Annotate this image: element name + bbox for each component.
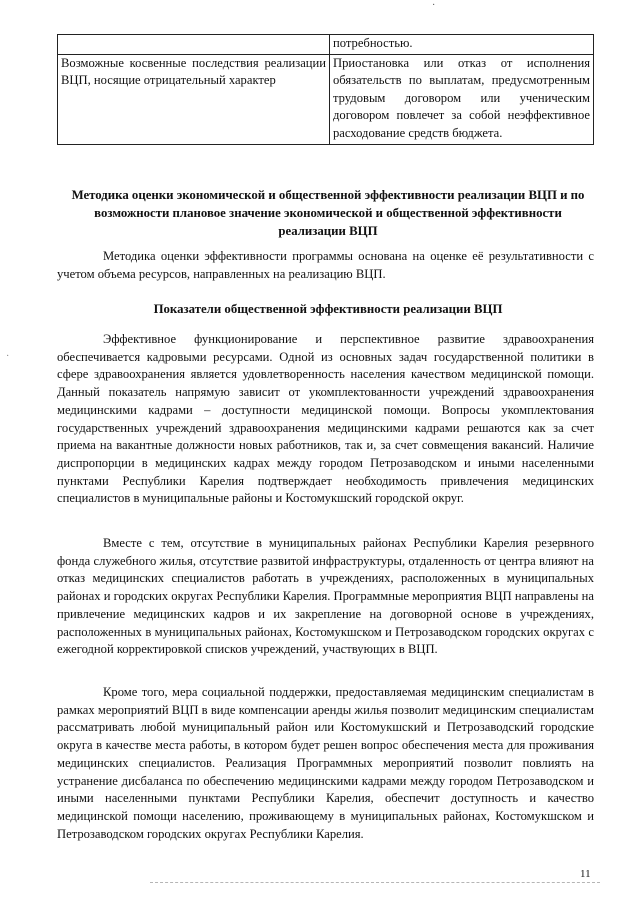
page-number: 11 [580, 868, 591, 880]
section-heading: Методика оценки экономической и общественной эффективности реализации ВЦП и по возможности плановое значение экономической и общественной эффективности реализации ВЦП [71, 188, 585, 238]
scan-edge-line [150, 882, 600, 883]
paragraph: Эффективное функционирование и перспективное развитие здравоохранения обеспечивается кадровыми ресурсами. Одной из основных задач государственной политики в сфере здравоохранения является удовлетворенность населения качеством медицинской помощи. Данный показатель напрямую зависит от укомплектованности учреждений здравоохранения медицинскими кадрами – доступности медицинской помощи. Вопросы укомплектования государственных учреждений здравоохранения медицинскими кадрами решаются как за счет приема на вакантные должности новых работников, так и, за счет совмещения вакансий. Наличие диспропорции в медицинских кадрах между городом Петрозаводском и иными населенными пунктами Республики Карелия подтверждает необходимость привлечения медицинских специалистов в муниципальные районы и Костомукшский городской округ. [57, 332, 594, 506]
table-cell: Возможные косвенные последствия реализации ВЦП, носящие отрицательный характер [58, 54, 330, 144]
paragraph: Кроме того, мера социальной поддержки, предоставляемая медицинским специалистам в рамках мероприятий ВЦП в виде компенсации аренды жилья позволит медицинским специалистам рассматривать любой муниципальный район или Костомукшский и Петрозаводский городские округа в качестве места работы, в котором будет решен вопрос обеспечения места для проживания медицинских специалистов. Реализация Программных мероприятий позволит повлиять на устранение дисбаланса по обеспечению медицинскими кадрами между городом Петрозаводском и иными населенными пунктами Республики Карелия, обеспечит доступность и качество медицинской помощи населению, проживающему в муниципальных районах, Костомукшском и Петрозаводском городских округах Республики Карелия. [57, 685, 594, 841]
table-row [58, 35, 594, 55]
scan-mark: · [6, 351, 10, 362]
paragraph: Вместе с тем, отсутствие в муниципальных районах Республики Карелия резервного фонда служебного жилья, отсутствие развитой инфраструктуры, отдаленность от центра влияют на отказ медицинских специалистов работать в учреждениях, расположенных в муниципальных районах и городских округах Республики Карелия. Программные мероприятия ВЦП направлены на привлечение медицинских кадров и их закрепление на договорной основе в учреждениях, расположенных в муниципальных районах, Костомукшском и Петрозаводском городских округах с ежегодной корректировкой списков учреждений, участвующих в ВЦП. [57, 536, 594, 657]
paragraph: Методика оценки эффективности программы основана на оценке её результативности с учетом объема ресурсов, направленных на реализацию ВЦП. [57, 249, 594, 281]
table-cell [58, 35, 330, 55]
table-cell: Приостановка или отказ от исполнения обязательств по выплатам, предусмотренным трудовым договором или ученическим договором повлечет за собой неэффективное расходование средств бюджета. [330, 54, 594, 144]
table-row [58, 54, 594, 144]
effects-table [57, 34, 594, 145]
scan-mark: · [432, 0, 436, 11]
table-cell: потребностью. [330, 35, 594, 55]
section-heading: Показатели общественной эффективности реализации ВЦП [153, 302, 503, 316]
